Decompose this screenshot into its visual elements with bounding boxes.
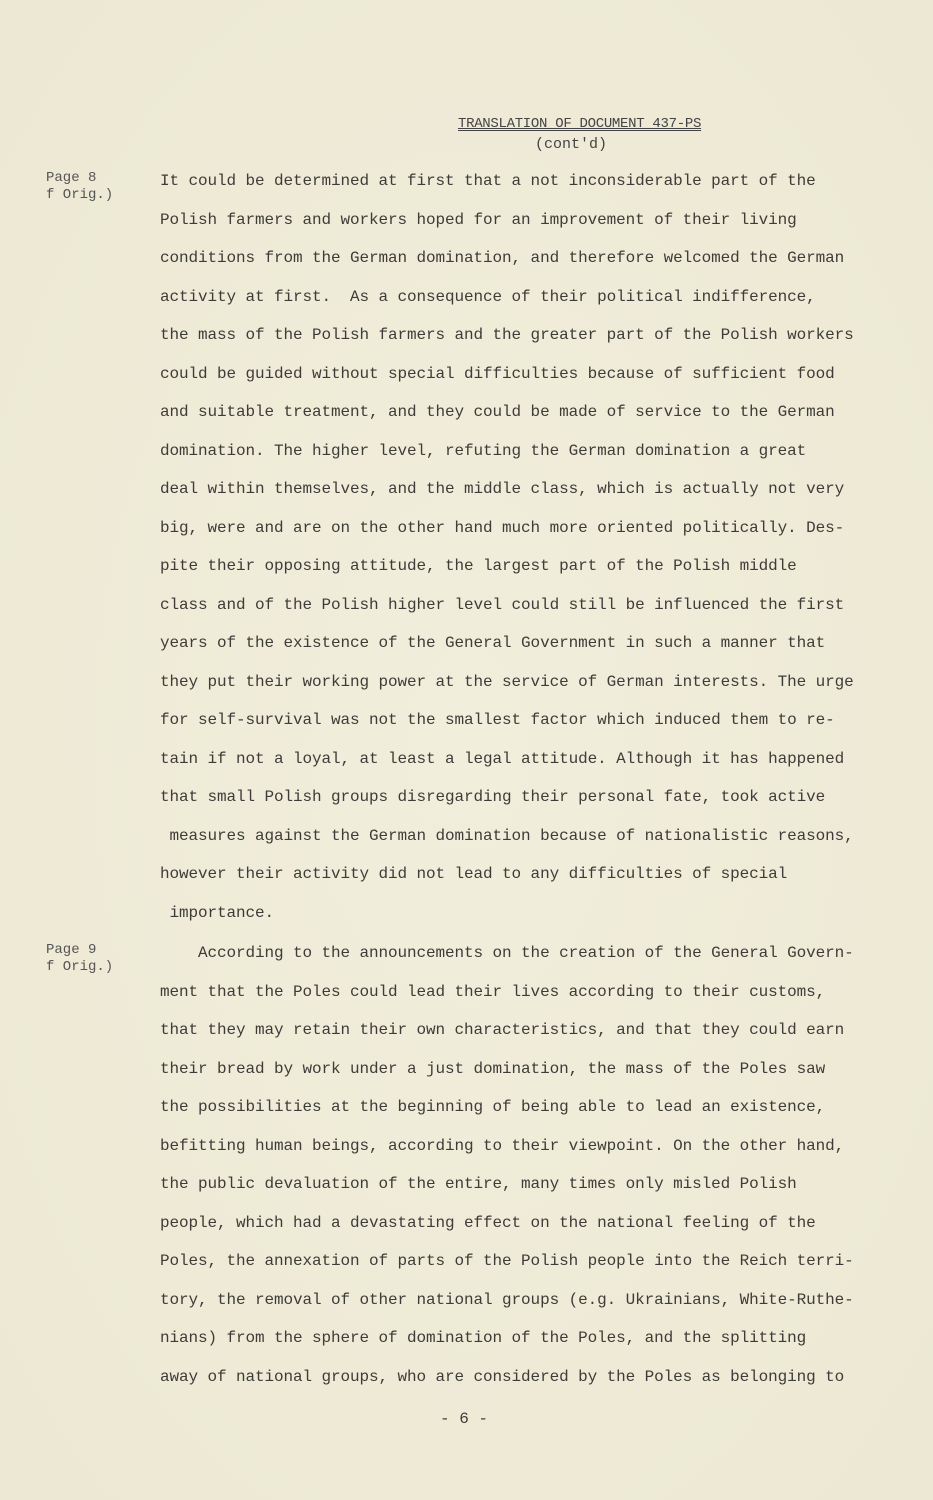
text-line: that they may retain their own characteristics, and that they could earn bbox=[160, 1021, 845, 1039]
text-line: however their activity did not lead to any difficulties of special bbox=[160, 865, 788, 883]
text-line: the possibilities at the beginning of being able to lead an existence, bbox=[160, 1098, 826, 1116]
text-line: conditions from the German domination, and therefore welcomed the German bbox=[160, 249, 845, 267]
page-number: - 6 - bbox=[440, 1410, 489, 1428]
text-line: the mass of the Polish farmers and the greater part of the Polish workers bbox=[160, 326, 854, 344]
text-line: they put their working power at the service of German interests. The urge bbox=[160, 672, 854, 691]
continued-label: (cont'd) bbox=[535, 136, 608, 153]
text-line: the public devaluation of the entire, many times only misled Polish bbox=[160, 1175, 797, 1193]
margin-note-line: Page 8 bbox=[46, 170, 97, 186]
text-line: It could be determined at first that a not inconsiderable part of the bbox=[160, 172, 816, 190]
text-line: that small Polish groups disregarding their personal fate, took active bbox=[160, 788, 826, 806]
text-line: tain if not a loyal, at least a legal attitude. Although it has happened bbox=[160, 749, 845, 768]
text-line: deal within themselves, and the middle class, which is actually not very bbox=[160, 480, 845, 498]
text-line: class and of the Polish higher level could still be influenced the first bbox=[160, 595, 845, 614]
text-line: for self-survival was not the smallest factor which induced them to re- bbox=[160, 711, 835, 729]
text-line: ment that the Poles could lead their lives according to their customs, bbox=[160, 982, 826, 1001]
margin-note bbox=[46, 170, 113, 204]
margin-note-line: f Orig.) bbox=[46, 187, 114, 203]
text-line: years of the existence of the General Government in such a manner that bbox=[160, 634, 826, 652]
text-line: nians) from the sphere of domination of the Poles, and the splitting bbox=[160, 1329, 807, 1347]
text-line: people, which had a devastating effect on the national feeling of the bbox=[160, 1213, 816, 1232]
text-line: domination. The higher level, refuting the German domination a great bbox=[160, 441, 807, 460]
margin-note-line: f Orig.) bbox=[46, 959, 114, 975]
text-line: their bread by work under a just domination, the mass of the Poles saw bbox=[160, 1059, 826, 1078]
text-line: big, were and are on the other hand much more oriented politically. Des- bbox=[160, 518, 845, 537]
text-line: Polish farmers and workers hoped for an improvement of their living bbox=[160, 210, 797, 229]
document-title: TRANSLATION OF DOCUMENT 437-PS bbox=[458, 116, 702, 132]
text-line: measures against the German domination because of nationalistic reasons, bbox=[160, 826, 854, 845]
text-line: and suitable treatment, and they could be made of service to the German bbox=[160, 403, 835, 421]
text-line: away of national groups, who are considered by the Poles as belonging to bbox=[160, 1367, 845, 1386]
text-line: Poles, the annexation of parts of the Polish people into the Reich terri- bbox=[160, 1252, 854, 1270]
text-line: could be guided without special difficulties because of sufficient food bbox=[160, 364, 835, 383]
text-line: befitting human beings, according to their viewpoint. On the other hand, bbox=[160, 1136, 845, 1155]
margin-note bbox=[46, 942, 113, 976]
margin-note-line: Page 9 bbox=[46, 942, 97, 958]
text-line: pite their opposing attitude, the largest part of the Polish middle bbox=[160, 557, 797, 575]
text-line: tory, the removal of other national groups (e.g. Ukrainians, White-Ruthe- bbox=[160, 1290, 854, 1309]
text-line: importance. bbox=[160, 903, 275, 922]
text-line: activity at first. As a consequence of their political indifference, bbox=[160, 287, 816, 306]
text-line: According to the announcements on the creation of the General Govern- bbox=[160, 944, 854, 962]
